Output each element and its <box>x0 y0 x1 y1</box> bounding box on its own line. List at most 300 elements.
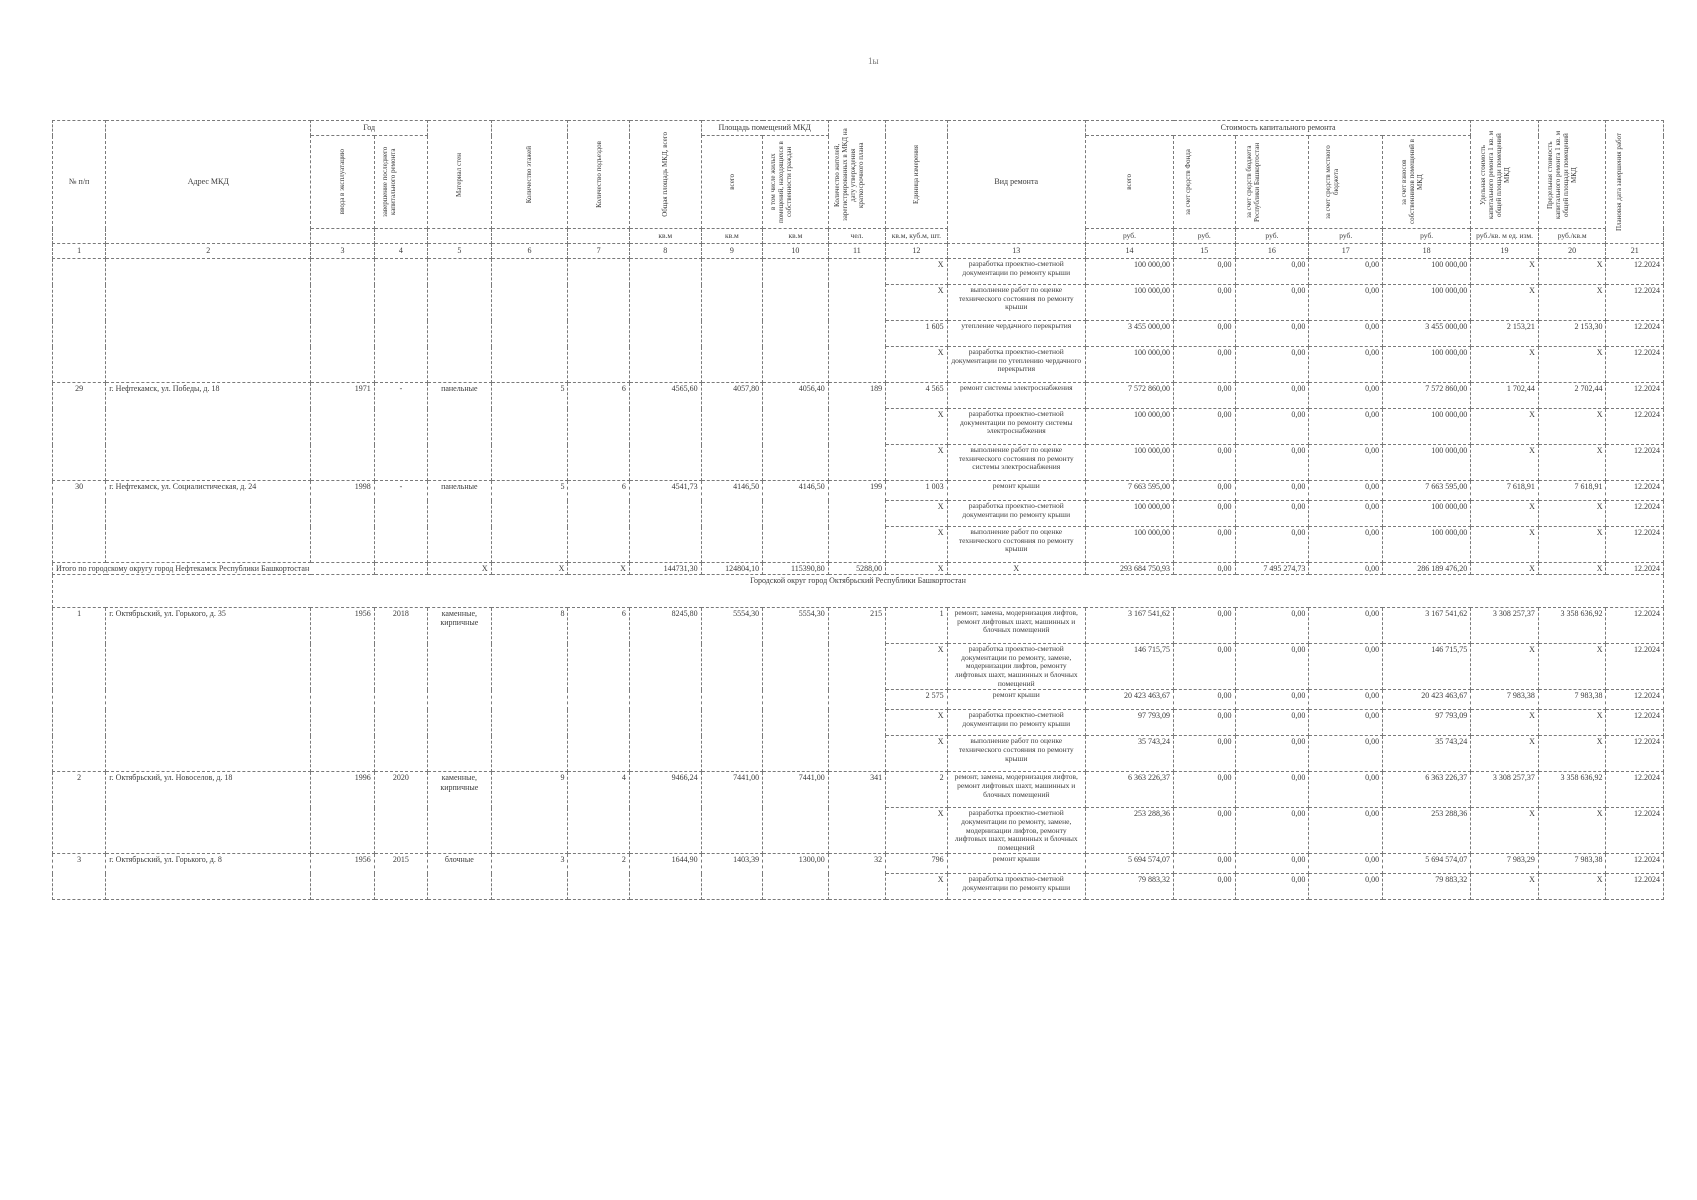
cell-qty: X <box>886 644 947 690</box>
cell-fund: 0,00 <box>1174 481 1235 501</box>
cell-date: 12.2024 <box>1606 736 1664 772</box>
cell-limit: X <box>1538 874 1606 900</box>
cell-area: 9466,24 <box>629 772 701 854</box>
cell-fund: 0,00 <box>1174 409 1235 445</box>
unit-cell <box>568 229 629 244</box>
total-limit: X <box>1538 563 1606 575</box>
cell-own: 5 694 574,07 <box>1383 854 1471 874</box>
cell-unit: X <box>1471 445 1539 481</box>
header-col-17: за счет средств местного бюджета <box>1309 136 1383 229</box>
cell-unit: 3 308 257,37 <box>1471 772 1539 808</box>
cell-rb: 0,00 <box>1235 259 1309 285</box>
cell-mb: 0,00 <box>1309 772 1383 808</box>
cell-people: 189 <box>828 383 885 481</box>
cell-total: 100 000,00 <box>1085 259 1173 285</box>
cell-limit: X <box>1538 347 1606 383</box>
cell-total: 97 793,09 <box>1085 710 1173 736</box>
cell-area: 1644,90 <box>629 854 701 900</box>
cell-qty: 4 565 <box>886 383 947 409</box>
cell-rb: 0,00 <box>1235 644 1309 690</box>
unit-cell <box>428 229 492 244</box>
cell-fund: 0,00 <box>1174 321 1235 347</box>
table-row <box>53 772 1664 808</box>
cell-mat: каменные, кирпичные <box>428 608 492 772</box>
cell-rb: 0,00 <box>1235 445 1309 481</box>
cell-unit: X <box>1471 501 1539 527</box>
cell-qty: X <box>886 285 947 321</box>
unit-cell: руб. <box>1235 229 1309 244</box>
total-area_all: 124804,10 <box>701 563 762 575</box>
cell-year <box>311 259 375 383</box>
table-body-oktyabrsky <box>53 575 1664 900</box>
cell-own: 146 715,75 <box>1383 644 1471 690</box>
cell-qty: X <box>886 409 947 445</box>
cell-area_own: 4146,50 <box>763 481 829 563</box>
cell-unit: X <box>1471 409 1539 445</box>
cell-unit: 7 983,29 <box>1471 854 1539 874</box>
cell-total: 100 000,00 <box>1085 347 1173 383</box>
section-title: Городской округ город Октябрьский Республики Башкортостан <box>53 575 1664 608</box>
cell-year: 1956 <box>311 854 375 900</box>
header-col-8: Общая площадь МКД, всего <box>629 121 701 229</box>
cell-rb: 0,00 <box>1235 736 1309 772</box>
cell-qty: X <box>886 808 947 854</box>
cell-own: 100 000,00 <box>1383 259 1471 285</box>
cell-work: ремонт крыши <box>947 690 1085 710</box>
cell-cap <box>374 259 427 383</box>
cell-area: 8245,80 <box>629 608 701 772</box>
cell-unit: X <box>1471 710 1539 736</box>
total-own: 286 189 476,20 <box>1383 563 1471 575</box>
cell-fund: 0,00 <box>1174 690 1235 710</box>
cell-total: 100 000,00 <box>1085 501 1173 527</box>
cell-fund: 0,00 <box>1174 736 1235 772</box>
cell-num: 1 <box>53 608 106 772</box>
cell-qty: X <box>886 736 947 772</box>
column-number-cell: 3 <box>311 244 375 259</box>
cell-people: 341 <box>828 772 885 854</box>
cell-limit: 7 618,91 <box>1538 481 1606 501</box>
cell-year: 1971 <box>311 383 375 481</box>
column-number-cell: 13 <box>947 244 1085 259</box>
header-col-18: за счет взносов собственников помещений в МКД <box>1383 136 1471 229</box>
cell-date: 12.2024 <box>1606 409 1664 445</box>
column-number-cell: 2 <box>106 244 311 259</box>
cell-rb: 0,00 <box>1235 285 1309 321</box>
cell-own: 3 455 000,00 <box>1383 321 1471 347</box>
unit-cell <box>491 229 568 244</box>
cell-mat <box>428 259 492 383</box>
cell-own: 100 000,00 <box>1383 347 1471 383</box>
cell-date: 12.2024 <box>1606 644 1664 690</box>
cell-floors: 5 <box>491 481 568 563</box>
column-number-cell: 21 <box>1606 244 1664 259</box>
cell-date: 12.2024 <box>1606 347 1664 383</box>
unit-cell: руб. <box>1383 229 1471 244</box>
cell-area_own: 4056,40 <box>763 383 829 481</box>
cell-limit: X <box>1538 501 1606 527</box>
cell-qty: 2 <box>886 772 947 808</box>
unit-cell <box>311 229 375 244</box>
table-row <box>53 854 1664 874</box>
unit-cell: кв.м <box>629 229 701 244</box>
cell-total: 6 363 226,37 <box>1085 772 1173 808</box>
cell-people: 215 <box>828 608 885 772</box>
cell-limit: 3 358 636,92 <box>1538 772 1606 808</box>
column-number-cell: 4 <box>374 244 427 259</box>
cell-unit: X <box>1471 527 1539 563</box>
unit-cell: кв.м, куб.м, шт. <box>886 229 947 244</box>
cell-rb: 0,00 <box>1235 501 1309 527</box>
cell-mb: 0,00 <box>1309 644 1383 690</box>
cell-cap: 2018 <box>374 608 427 772</box>
cell-mb: 0,00 <box>1309 481 1383 501</box>
total-work: X <box>947 563 1085 575</box>
cell-limit: 7 983,38 <box>1538 690 1606 710</box>
column-number-cell: 9 <box>701 244 762 259</box>
cell-own: 253 288,36 <box>1383 808 1471 854</box>
cell-mat: блочные <box>428 854 492 900</box>
cell-fund: 0,00 <box>1174 383 1235 409</box>
total-date: 12.2024 <box>1606 563 1664 575</box>
cell-mb: 0,00 <box>1309 736 1383 772</box>
header-col-7: Количество подъездов <box>568 121 629 229</box>
cell-mat: каменные, кирпичные <box>428 772 492 854</box>
cell-rb: 0,00 <box>1235 481 1309 501</box>
column-numbers-row <box>53 244 1664 259</box>
total-mb: 0,00 <box>1309 563 1383 575</box>
cell-entr: 4 <box>568 772 629 854</box>
header-col-4: завершение последнего капитального ремонта <box>374 136 427 229</box>
cell-fund: 0,00 <box>1174 259 1235 285</box>
cell-unit: X <box>1471 347 1539 383</box>
cell-work: ремонт, замена, модернизация лифтов, ремонт лифтовых шахт, машинных и блочных помещений <box>947 772 1085 808</box>
header-col-11: Количество жителей, зарегистрированных в МКД на дату утверждения краткосрочного плана <box>828 121 885 229</box>
column-number-cell: 14 <box>1085 244 1173 259</box>
header-col-13: Вид ремонта <box>947 121 1085 244</box>
cell-unit: X <box>1471 808 1539 854</box>
cell-mb: 0,00 <box>1309 445 1383 481</box>
column-number-cell: 17 <box>1309 244 1383 259</box>
cell-rb: 0,00 <box>1235 772 1309 808</box>
cell-total: 3 455 000,00 <box>1085 321 1173 347</box>
cell-unit: X <box>1471 874 1539 900</box>
header-col-3: ввода в эксплуатацию <box>311 136 375 229</box>
cell-own: 100 000,00 <box>1383 527 1471 563</box>
cell-mb: 0,00 <box>1309 710 1383 736</box>
column-number-cell: 11 <box>828 244 885 259</box>
cell-mb: 0,00 <box>1309 854 1383 874</box>
column-number-cell: 19 <box>1471 244 1539 259</box>
cell-fund: 0,00 <box>1174 608 1235 644</box>
header-col-6: Количество этажей <box>491 121 568 229</box>
cell-area_own: 5554,30 <box>763 608 829 772</box>
cell-unit: X <box>1471 285 1539 321</box>
cell-date: 12.2024 <box>1606 808 1664 854</box>
cell-work: разработка проектно-сметной документации по ремонту крыши <box>947 501 1085 527</box>
cell-own: 35 743,24 <box>1383 736 1471 772</box>
table-cell <box>374 563 427 575</box>
cell-work: разработка проектно-сметной документации по ремонту крыши <box>947 874 1085 900</box>
cell-area_all <box>701 259 762 383</box>
cell-mb: 0,00 <box>1309 383 1383 409</box>
cell-total: 100 000,00 <box>1085 409 1173 445</box>
header-col-1: № п/п <box>53 121 106 244</box>
cell-fund: 0,00 <box>1174 808 1235 854</box>
column-number-cell: 20 <box>1538 244 1606 259</box>
unit-cell: чел. <box>828 229 885 244</box>
total-people: 5288,00 <box>828 563 885 575</box>
header-area-group: Площадь помещений МКД <box>701 121 828 136</box>
cell-rb: 0,00 <box>1235 347 1309 383</box>
cell-mb: 0,00 <box>1309 409 1383 445</box>
column-number-cell: 6 <box>491 244 568 259</box>
total-row <box>53 563 1664 575</box>
column-number-cell: 15 <box>1174 244 1235 259</box>
cell-qty: X <box>886 445 947 481</box>
cell-rb: 0,00 <box>1235 409 1309 445</box>
cell-fund: 0,00 <box>1174 874 1235 900</box>
cell-total: 35 743,24 <box>1085 736 1173 772</box>
cell-area_own <box>763 259 829 383</box>
total-fund: 0,00 <box>1174 563 1235 575</box>
unit-cell: руб. <box>1085 229 1173 244</box>
cell-area_all: 4146,50 <box>701 481 762 563</box>
cell-mat: панельные <box>428 383 492 481</box>
cell-date: 12.2024 <box>1606 383 1664 409</box>
column-number-cell: 8 <box>629 244 701 259</box>
cell-work: разработка проектно-сметной документации по ремонту крыши <box>947 710 1085 736</box>
table-row <box>53 608 1664 644</box>
cell-own: 3 167 541,62 <box>1383 608 1471 644</box>
cell-fund: 0,00 <box>1174 772 1235 808</box>
cell-limit: X <box>1538 409 1606 445</box>
cell-floors: 3 <box>491 854 568 900</box>
cell-cap: - <box>374 481 427 563</box>
cell-num: 29 <box>53 383 106 481</box>
cell-own: 7 663 595,00 <box>1383 481 1471 501</box>
cell-date: 12.2024 <box>1606 710 1664 736</box>
header-col-2: Адрес МКД <box>106 121 311 244</box>
cell-num <box>53 259 106 383</box>
cell-area: 4541,73 <box>629 481 701 563</box>
cell-work: разработка проектно-сметной документации по ремонту, замене, модернизации лифтов, ремонту лифтовых шахт, машинных и блочных помещений <box>947 808 1085 854</box>
cell-own: 100 000,00 <box>1383 409 1471 445</box>
cell-entr: 2 <box>568 854 629 900</box>
cell-rb: 0,00 <box>1235 321 1309 347</box>
column-number-cell: 18 <box>1383 244 1471 259</box>
cell-unit: X <box>1471 259 1539 285</box>
cell-own: 97 793,09 <box>1383 710 1471 736</box>
cell-addr: г. Октябрьский, ул. Горького, д. 35 <box>106 608 311 772</box>
cell-mb: 0,00 <box>1309 501 1383 527</box>
unit-cell <box>374 229 427 244</box>
cell-floors: 9 <box>491 772 568 854</box>
cell-rb: 0,00 <box>1235 608 1309 644</box>
cell-mb: 0,00 <box>1309 608 1383 644</box>
cell-limit: X <box>1538 527 1606 563</box>
cell-addr: г. Нефтекамск, ул. Социалистическая, д. 24 <box>106 481 311 563</box>
cell-limit: 2 153,30 <box>1538 321 1606 347</box>
cell-year: 1998 <box>311 481 375 563</box>
cell-floors: 8 <box>491 608 568 772</box>
cell-total: 100 000,00 <box>1085 527 1173 563</box>
cell-mat: панельные <box>428 481 492 563</box>
cell-total: 253 288,36 <box>1085 808 1173 854</box>
cell-fund: 0,00 <box>1174 854 1235 874</box>
cell-mb: 0,00 <box>1309 874 1383 900</box>
cell-mb: 0,00 <box>1309 321 1383 347</box>
cell-unit: X <box>1471 644 1539 690</box>
total-total: 293 684 750,93 <box>1085 563 1173 575</box>
header-year-group: Год <box>311 121 428 136</box>
header-col-16: за счет средств бюджета Республики Башкортостан <box>1235 136 1309 229</box>
cell-date: 12.2024 <box>1606 772 1664 808</box>
cell-work: ремонт крыши <box>947 854 1085 874</box>
cell-total: 100 000,00 <box>1085 285 1173 321</box>
cell-mb: 0,00 <box>1309 285 1383 321</box>
cell-work: разработка проектно-сметной документации по ремонту системы электроснабжения <box>947 409 1085 445</box>
cell-entr: 6 <box>568 383 629 481</box>
cell-mb: 0,00 <box>1309 808 1383 854</box>
page-number: 1ы <box>868 56 879 66</box>
cell-fund: 0,00 <box>1174 445 1235 481</box>
cell-work: ремонт системы электроснабжения <box>947 383 1085 409</box>
total-rb: 7 495 274,73 <box>1235 563 1309 575</box>
cell-own: 6 363 226,37 <box>1383 772 1471 808</box>
cell-qty: 1 003 <box>886 481 947 501</box>
cell-work: ремонт крыши <box>947 481 1085 501</box>
section-title-row <box>53 575 1664 608</box>
cell-area_all: 1403,39 <box>701 854 762 900</box>
cell-total: 5 694 574,07 <box>1085 854 1173 874</box>
cell-addr <box>106 259 311 383</box>
cell-entr: X <box>568 563 629 575</box>
cell-fund: 0,00 <box>1174 527 1235 563</box>
cell-date: 12.2024 <box>1606 854 1664 874</box>
cell-fund: 0,00 <box>1174 347 1235 383</box>
cell-unit: 2 153,21 <box>1471 321 1539 347</box>
cell-date: 12.2024 <box>1606 285 1664 321</box>
header-col-9: всего <box>701 136 762 229</box>
cell-rb: 0,00 <box>1235 710 1309 736</box>
cell-cap: 2015 <box>374 854 427 900</box>
header-col-19: Удельная стоимость капитального ремонта 1 кв. м общей площади помещений МКД <box>1471 121 1539 229</box>
cell-qty: 2 575 <box>886 690 947 710</box>
column-number-cell: 1 <box>53 244 106 259</box>
cell-entr: 6 <box>568 481 629 563</box>
cell-limit: X <box>1538 710 1606 736</box>
column-number-cell: 16 <box>1235 244 1309 259</box>
cell-floors <box>491 259 568 383</box>
cell-own: 100 000,00 <box>1383 445 1471 481</box>
cell-qty: X <box>886 501 947 527</box>
cell-qty: 796 <box>886 854 947 874</box>
cell-date: 12.2024 <box>1606 527 1664 563</box>
cell-qty: X <box>886 259 947 285</box>
table-row <box>53 259 1664 285</box>
cell-total: 7 663 595,00 <box>1085 481 1173 501</box>
cell-limit: X <box>1538 445 1606 481</box>
cell-cap: - <box>374 383 427 481</box>
unit-cell: руб. <box>1309 229 1383 244</box>
cell-qty: 1 605 <box>886 321 947 347</box>
cell-rb: 0,00 <box>1235 383 1309 409</box>
column-number-cell: 12 <box>886 244 947 259</box>
cell-addr: г. Нефтекамск, ул. Победы, д. 18 <box>106 383 311 481</box>
capital-repair-plan-table <box>52 120 1664 900</box>
cell-cap: 2020 <box>374 772 427 854</box>
cell-date: 12.2024 <box>1606 874 1664 900</box>
cell-floors: X <box>491 563 568 575</box>
total-area: 144731,30 <box>629 563 701 575</box>
unit-cell: кв.м <box>763 229 829 244</box>
cell-work: разработка проектно-сметной документации по ремонту крыши <box>947 259 1085 285</box>
cell-rb: 0,00 <box>1235 854 1309 874</box>
header-col-5: Материал стен <box>428 121 492 229</box>
header-col-15: за счет средств Фонда <box>1174 136 1235 229</box>
cell-total: 146 715,75 <box>1085 644 1173 690</box>
cell-limit: 7 983,38 <box>1538 854 1606 874</box>
cell-work: выполнение работ по оценке технического состояния по ремонту крыши <box>947 527 1085 563</box>
cell-fund: 0,00 <box>1174 710 1235 736</box>
cell-entr <box>568 259 629 383</box>
cell-own: 79 883,32 <box>1383 874 1471 900</box>
unit-cell: руб./кв. м ед. изм. <box>1471 229 1539 244</box>
cell-area: 4565,60 <box>629 383 701 481</box>
cell-people: 32 <box>828 854 885 900</box>
cell-floors: 5 <box>491 383 568 481</box>
total-unit: X <box>1471 563 1539 575</box>
cell-work: разработка проектно-сметной документации по утеплению чердачного перекрытия <box>947 347 1085 383</box>
header-col-20: Предельная стоимость капитального ремонта 1 кв. м общей площади помещений МКД <box>1538 121 1606 229</box>
cell-area_all: 4057,80 <box>701 383 762 481</box>
cell-area_all: 7441,00 <box>701 772 762 854</box>
cell-num: 3 <box>53 854 106 900</box>
cell-work: ремонт, замена, модернизация лифтов, ремонт лифтовых шахт, машинных и блочных помещений <box>947 608 1085 644</box>
cell-unit: 1 702,44 <box>1471 383 1539 409</box>
total-qty: X <box>886 563 947 575</box>
cell-limit: X <box>1538 285 1606 321</box>
cell-mb: 0,00 <box>1309 259 1383 285</box>
cell-qty: X <box>886 527 947 563</box>
cell-work: утепление чердачного перекрытия <box>947 321 1085 347</box>
cell-own: 100 000,00 <box>1383 501 1471 527</box>
cell-people: 199 <box>828 481 885 563</box>
cell-rb: 0,00 <box>1235 690 1309 710</box>
cell-date: 12.2024 <box>1606 608 1664 644</box>
cell-addr: г. Октябрьский, ул. Новоселов, д. 18 <box>106 772 311 854</box>
cell-unit: X <box>1471 736 1539 772</box>
cell-mb: 0,00 <box>1309 690 1383 710</box>
cell-mb: 0,00 <box>1309 347 1383 383</box>
header-col-12: Единица измерения <box>886 121 947 229</box>
cell-limit: X <box>1538 808 1606 854</box>
cell-qty: 1 <box>886 608 947 644</box>
unit-cell: руб./кв.м <box>1538 229 1606 244</box>
cell-work: выполнение работ по оценке технического состояния по ремонту системы электроснабжения <box>947 445 1085 481</box>
cell-limit: 3 358 636,92 <box>1538 608 1606 644</box>
total-label: Итого по городскому округу город Нефтекамск Республики Башкортостан <box>53 563 375 575</box>
header-col-14: всего <box>1085 136 1173 229</box>
cell-people <box>828 259 885 383</box>
cell-date: 12.2024 <box>1606 481 1664 501</box>
column-number-cell: 7 <box>568 244 629 259</box>
cell-mat: X <box>428 563 492 575</box>
cell-addr: г. Октябрьский, ул. Горького, д. 8 <box>106 854 311 900</box>
cell-year: 1996 <box>311 772 375 854</box>
cell-area <box>629 259 701 383</box>
